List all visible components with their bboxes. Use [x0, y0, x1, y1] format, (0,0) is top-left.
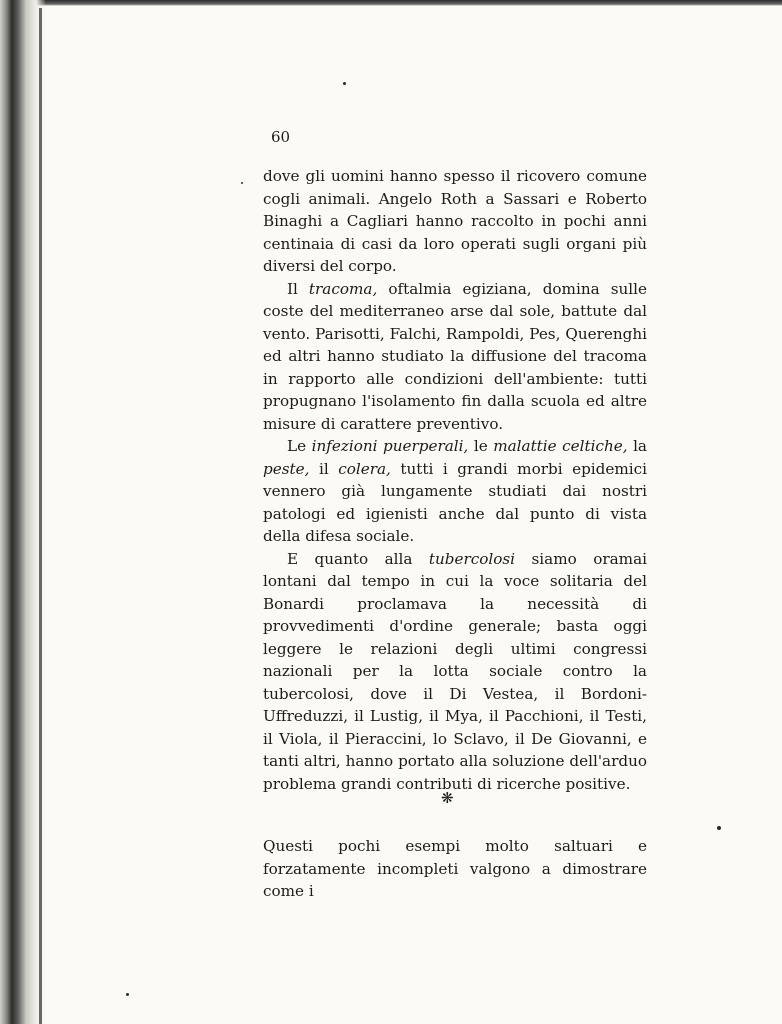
emphasis-tubercolosi: tubercolosi — [428, 549, 516, 568]
emphasis-tracoma: tracoma, — [308, 279, 378, 298]
binding-line — [39, 8, 42, 1024]
text-run: Le — [287, 437, 312, 455]
text-run: E quanto alla — [287, 549, 429, 568]
text-run: Il — [287, 279, 309, 298]
page-number: 60 — [271, 128, 291, 146]
emphasis-malattie: malattie celtiche, — [493, 437, 628, 455]
section-asterism: ❋ — [441, 789, 454, 807]
paragraph-2 — [263, 278, 647, 436]
text-run: oftalmia egiziana, domina sulle coste del mediterraneo arse dal sole, battute dal vento. Parisotti, Falchi, Rampoldi, Pes, Querenghi ed altri hanno studiato la diffusione del tracoma in rapporto alle condizioni dell'ambiente: tutti propugnano l'isolamento fin dalla scuola ed altre misure di carattere preventivo. — [263, 279, 647, 433]
text-run: tutti i grandi morbi epidemici vennero già lungamente studiati dai nostri patologi ed igienisti anche dal punto di vista della difesa sociale. — [263, 459, 647, 545]
emphasis-infezioni: infezioni puerperali, — [311, 437, 469, 455]
body-text — [263, 165, 647, 795]
emphasis-peste: peste, — [263, 459, 310, 478]
text-run: la — [627, 437, 647, 455]
paragraph-5: Questi pochi esempi molto saltuari e forzatamente incompleti valgono a dimostrare come i — [263, 837, 647, 901]
text-run: siamo oramai lontani dal tempo in cui la voce solitaria del Bonardi proclamava la necessità di provvedimenti d'ordine generale; basta oggi leggere le relazioni degli ultimi congressi nazionali per la lotta sociale contro la tubercolosi, dove il Di Vestea, il Bordoni-Uffreduzzi, il Lustig, il Mya, il Pacchioni, il Testi, il Viola, il Pieraccini, lo Sclavo, il De Giovanni, e tanti altri, hanno portato alla soluzione dell'arduo problema grandi contributi di ricerche positive. — [263, 549, 647, 793]
body-text-continued — [263, 820, 647, 918]
paragraph-3 — [263, 435, 647, 548]
paragraph-1: dove gli uomini hanno spesso il ricovero comune cogli animali. Angelo Roth a Sassari e Roberto Binaghi a Cagliari hanno raccolto in pochi anni centinaia di casi da loro operati sugli organi più diversi del corpo. — [263, 167, 647, 275]
emphasis-colera: colera, — [338, 459, 391, 478]
paper-speck — [717, 826, 721, 830]
paper-speck — [343, 82, 346, 85]
text-run: il — [309, 459, 339, 478]
paper-speck — [241, 182, 243, 184]
page-top-edge — [0, 0, 782, 6]
paper-speck — [126, 993, 129, 996]
text-run: le — [468, 437, 494, 455]
paragraph-4 — [263, 548, 647, 796]
